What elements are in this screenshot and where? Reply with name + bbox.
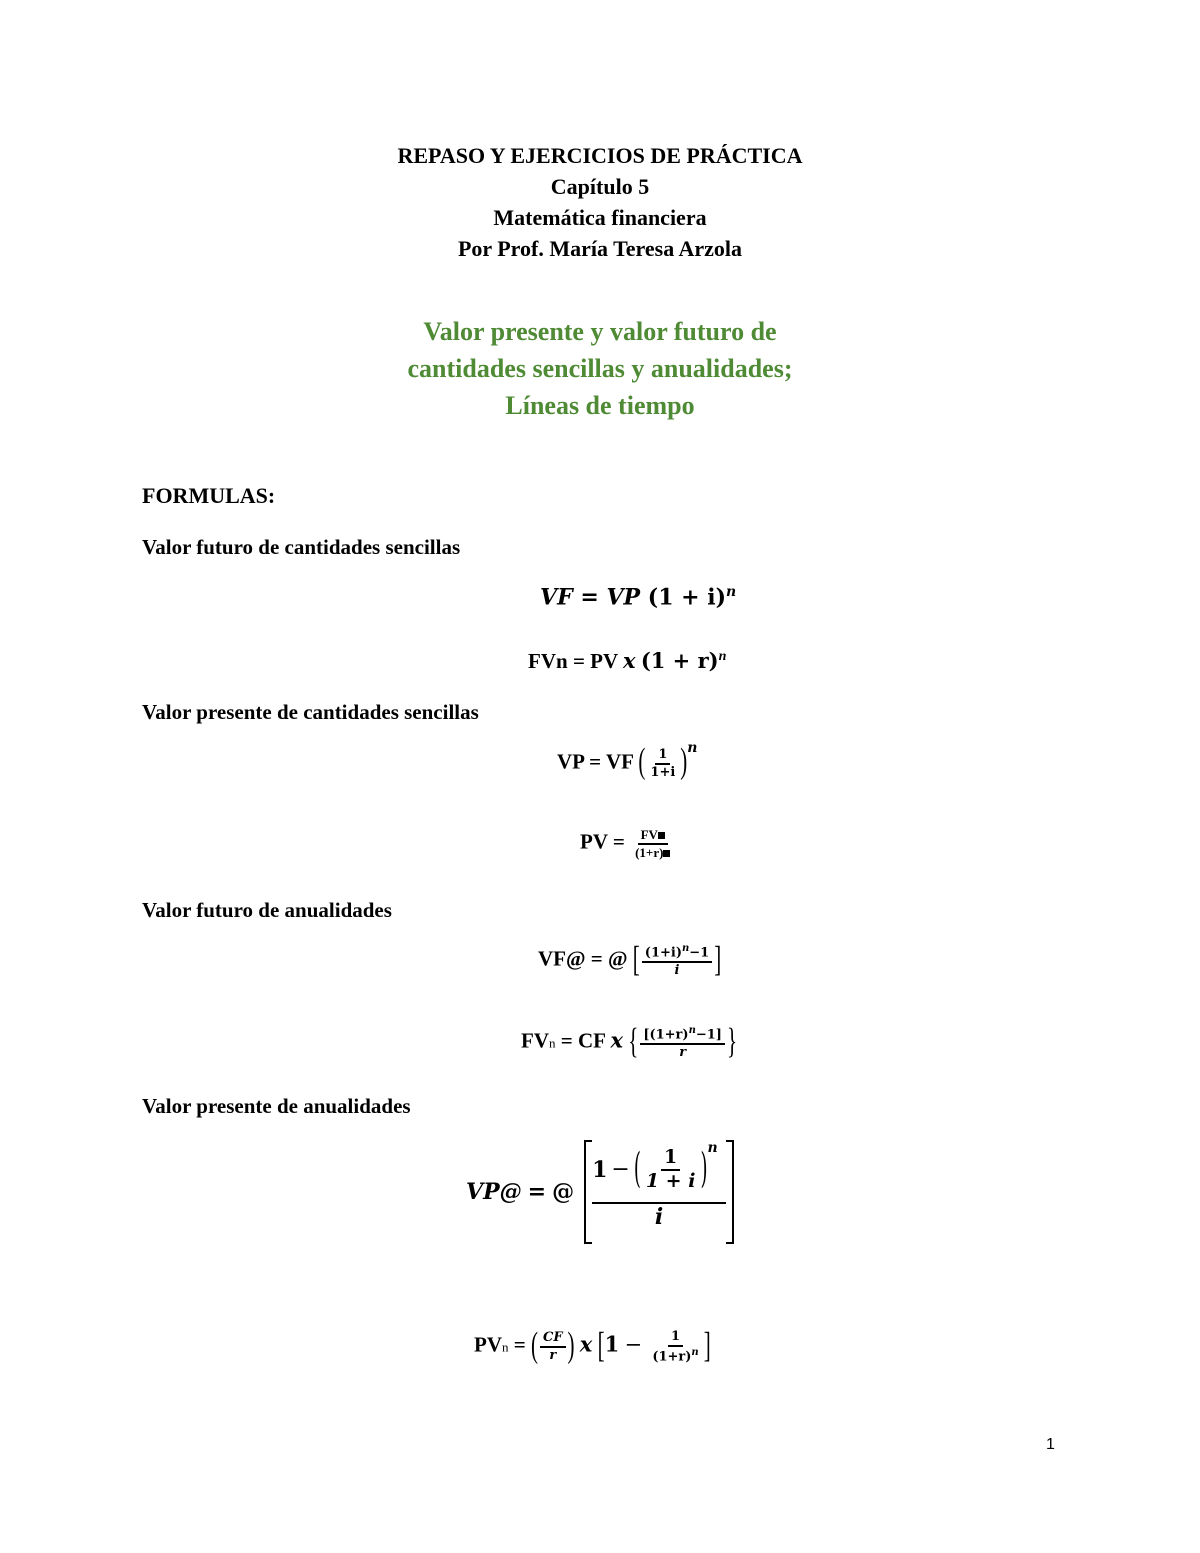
- formula-term: PV: [590, 649, 618, 673]
- bracket-expression: 1 − ( $\frac{1}{1 + i}$ ) $^n$ i: [584, 1140, 734, 1244]
- fraction-denominator: r: [679, 1044, 687, 1060]
- formula-term: n: [718, 649, 727, 664]
- formula-term: −: [611, 1157, 630, 1183]
- formula-term: (1 + i): [647, 584, 727, 611]
- fraction-denominator: r: [549, 1347, 557, 1363]
- fraction-numerator: CF: [540, 1331, 566, 1348]
- formula-term: PV: [580, 829, 608, 854]
- formula-term: =: [580, 584, 599, 611]
- formula-term: n: [726, 584, 737, 600]
- formula-term: =: [560, 1028, 573, 1053]
- formula-term: VF@: [538, 946, 586, 971]
- formula-term: VF: [540, 584, 573, 611]
- section-fv-simple: Valor futuro de cantidades sencillas: [142, 535, 461, 559]
- formula-pv-simple: [580, 828, 675, 859]
- formula-term: VF: [605, 749, 634, 774]
- formula-term: n: [688, 1025, 696, 1036]
- fraction-denominator: i: [674, 962, 680, 978]
- chapter-label: Capítulo 5: [550, 174, 650, 199]
- formula-term: FVn: [528, 649, 568, 673]
- formula-term: VP@: [466, 1179, 522, 1205]
- formula-fvn-annuity: FVn = CF x { $\frac{[(1+r)^n-1]}{r}$ }: [521, 1019, 738, 1061]
- formula-term: @: [552, 1179, 575, 1205]
- formula-term: n: [707, 1139, 718, 1156]
- subtitle-line-1: Valor presente y valor futuro de: [423, 317, 777, 346]
- formula-term: (1 + r): [640, 648, 719, 673]
- formula-term: −: [624, 1332, 643, 1357]
- formula-term: =: [590, 946, 603, 971]
- course-name: Matemática financiera: [493, 205, 707, 230]
- fraction-numerator: FV: [640, 827, 658, 842]
- subtitle-line-3: Líneas de tiempo: [505, 391, 695, 420]
- fraction: [649, 1330, 701, 1364]
- fraction-numerator: [(1+r): [643, 1027, 689, 1043]
- formula-term: @: [608, 946, 628, 971]
- fraction-numerator: 1: [668, 1330, 683, 1347]
- fraction-denominator: 1 + i: [645, 1169, 696, 1192]
- formula-term: n: [549, 1035, 556, 1051]
- fraction: [540, 1331, 566, 1362]
- fraction-denominator: (1+r): [652, 1348, 692, 1364]
- formulas-heading: FORMULAS:: [142, 483, 276, 508]
- formula-fvn-simple: [528, 648, 726, 674]
- fraction: [642, 944, 712, 978]
- formula-term: n: [502, 1339, 509, 1355]
- page-number: 1: [1046, 1436, 1055, 1453]
- formula-term: 1: [604, 1331, 620, 1357]
- formula-pvn-annuity: PVn = ( $\frac{CF}{r}$ ) x [1 − $\frac{1}{(1+r)^n}$ ]: [474, 1323, 711, 1365]
- fraction: [643, 1148, 699, 1192]
- fraction-denominator: (1+r): [635, 844, 664, 860]
- document-title: REPASO Y EJERCICIOS DE PRÁCTICA: [397, 143, 803, 168]
- formula-term: −1: [689, 945, 710, 961]
- formula-term: =: [612, 829, 625, 854]
- formula-term: −1]: [695, 1027, 722, 1043]
- fraction-denominator: i: [654, 1204, 664, 1230]
- subtitle-line-2: cantidades sencillas y anualidades;: [407, 354, 793, 383]
- section-pv-simple: Valor presente de cantidades sencillas: [142, 700, 479, 724]
- fraction: [632, 828, 673, 859]
- section-fv-annuity: Valor futuro de anualidades: [142, 898, 392, 922]
- formula-term: 1: [592, 1156, 608, 1183]
- formula-term: VP: [557, 749, 584, 774]
- fraction-numerator: 1: [661, 1148, 680, 1171]
- fraction-numerator: 1: [655, 748, 670, 765]
- formula-term: n: [687, 740, 698, 757]
- formula-term: x: [623, 648, 636, 673]
- fraction-numerator: (1+i): [644, 945, 682, 961]
- formula-term: x: [579, 1331, 593, 1357]
- fraction-denominator: 1+i: [650, 764, 676, 780]
- placeholder-box-icon: [658, 832, 665, 839]
- formula-term: CF: [577, 1028, 606, 1053]
- formula-vp-annuity: [466, 1140, 734, 1244]
- formula-term: n: [691, 1346, 699, 1358]
- formula-term: PV: [474, 1332, 502, 1357]
- formula-term: =: [527, 1179, 547, 1205]
- section-pv-annuity: Valor presente de anualidades: [142, 1094, 411, 1118]
- formula-term: FV: [521, 1028, 549, 1053]
- formula-vp-simple: VP = VF ( $\frac{1}{1+i}$ )$^n$: [557, 740, 698, 782]
- formula-vf-annuity: VF@ = @ [ $\frac{(1+i)^n-1}{i}$ ]: [538, 937, 722, 979]
- formula-vf-simple: [540, 584, 736, 610]
- formula-term: =: [513, 1332, 526, 1357]
- fraction: [640, 1026, 725, 1060]
- formula-term: x: [610, 1027, 623, 1053]
- formula-term: =: [589, 749, 602, 774]
- author-line: Por Prof. María Teresa Arzola: [457, 236, 743, 261]
- formula-term: VP: [606, 584, 641, 611]
- fraction: [647, 748, 678, 779]
- formula-term: =: [572, 649, 585, 673]
- formula-term: n: [681, 943, 690, 954]
- placeholder-box-icon: [663, 850, 670, 857]
